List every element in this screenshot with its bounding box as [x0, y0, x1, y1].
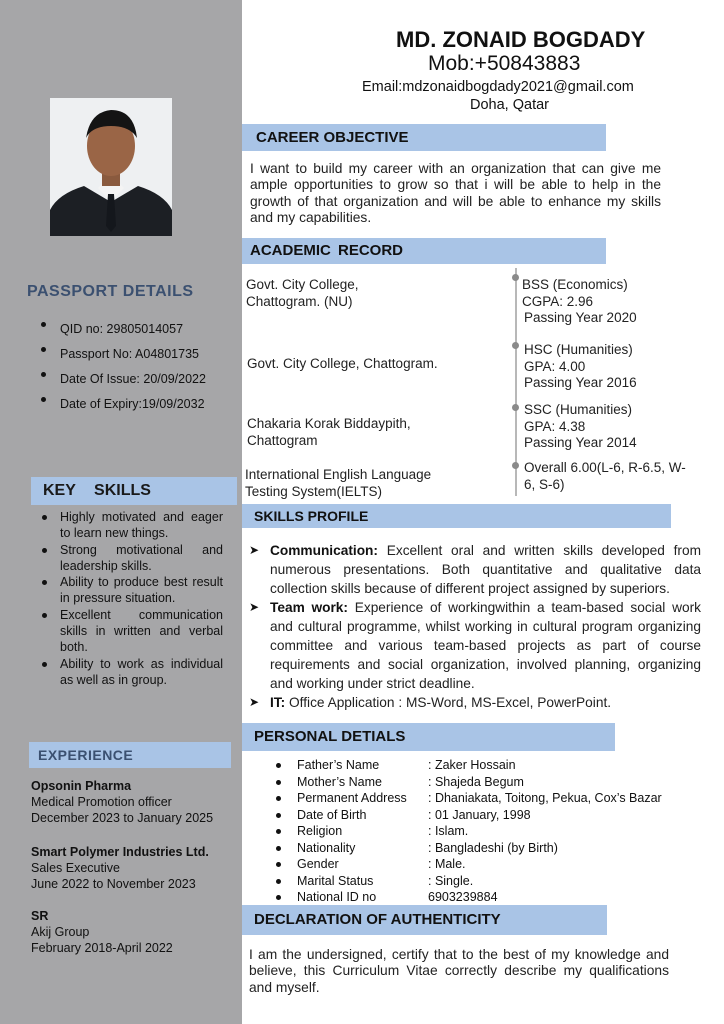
job-period: February 2018-April 2022 — [31, 941, 173, 955]
list-item: QID no: 29805014057 — [38, 317, 206, 342]
skill-text: Excellent oral and written skills developed from numerous presentations. Both quantitative and qualitative data collection skills because of different project assigned by superiors. — [270, 543, 701, 596]
detail-value: : Dhaniakata, Toitong, Pekua, Cox’s Bazar — [428, 791, 662, 805]
skill-label: IT: — [270, 695, 286, 710]
skills-profile-list — [249, 541, 701, 712]
institution-name: Govt. City College, Chattogram. — [247, 356, 438, 371]
list-item: Excellent communication skills in written and verbal both. — [34, 607, 223, 656]
company-name: Smart Polymer Industries Ltd. — [31, 845, 209, 859]
list-item: Date of Expiry:19/09/2032 — [38, 392, 206, 417]
key-skills-list — [34, 509, 223, 688]
detail-value: : Male. — [428, 857, 466, 871]
degree-gpa: GPA: 4.38 — [524, 418, 586, 434]
detail-key: Gender — [297, 857, 339, 871]
degree-info — [524, 460, 694, 493]
job-period: December 2023 to January 2025 — [31, 811, 214, 825]
degree-name: HSC (Humanities) — [524, 342, 633, 357]
personal-details-heading: PERSONAL DETIALS — [242, 723, 615, 751]
arrow-bullet-icon: ➤ — [249, 695, 260, 709]
institution-name: Govt. City College, Chattogram. (NU) — [246, 277, 359, 309]
timeline-dot — [512, 404, 519, 411]
detail-key: Permanent Address — [297, 791, 407, 805]
company-name: Opsonin Pharma — [31, 779, 132, 793]
candidate-name: MD. ZONAID BOGDADY — [396, 27, 646, 52]
degree-name: BSS (Economics) — [522, 277, 628, 292]
academic-record-heading: ACADEMIC RECORD — [242, 238, 606, 264]
list-item: Date Of Issue: 20/09/2022 — [38, 367, 206, 392]
location: Doha, Qatar — [470, 97, 549, 113]
career-objective-text: I want to build my career with an organization that can give me ample opportunities to grow so that i will be able to help in the growth of that organization and will be able to enhance my skills and my capabilities. — [250, 161, 661, 225]
detail-value: 6903239884 — [428, 890, 498, 904]
experience-item — [31, 844, 209, 892]
detail-value: : Single. — [428, 873, 474, 888]
declaration-heading: DECLARATION OF AUTHENTICITY — [242, 905, 607, 935]
detail-value: : 01 January, 1998 — [428, 807, 531, 822]
degree-year: Passing Year 2014 — [524, 435, 637, 450]
passport-heading: PASSPORT DETAILS — [27, 283, 194, 300]
key-skills-heading: KEY SKILLS — [31, 477, 237, 505]
list-item: Passport No: A04801735 — [38, 342, 206, 367]
experience-item — [31, 908, 173, 956]
list-item: Ability to produce best result in pressure situation. — [34, 574, 223, 607]
list-item: Strong motivational and leadership skills. — [34, 542, 223, 575]
timeline-dot — [512, 462, 519, 469]
degree-gpa: CGPA: 2.96 — [522, 293, 594, 309]
mobile-number: Mob:+50843883 — [428, 52, 581, 75]
declaration-text: I am the undersigned, certify that to the best of my knowledge and believe, this Curriculum Vitae correctly describe my qualifications and myself. — [249, 947, 669, 995]
degree-gpa: GPA: 4.00 — [524, 358, 586, 374]
job-role: Sales Executive — [31, 861, 120, 875]
skills-profile-heading: SKILLS PROFILE — [242, 504, 671, 528]
skill-label: Team work: — [270, 600, 348, 615]
timeline-dot — [512, 342, 519, 349]
passport-list — [38, 317, 206, 417]
email-address: Email:mdzonaidbogdady2021@gmail.com — [362, 79, 634, 95]
detail-value: : Shajeda Begum — [428, 774, 524, 789]
arrow-bullet-icon: ➤ — [249, 543, 260, 557]
list-item — [249, 541, 701, 598]
degree-year: Passing Year 2020 — [524, 310, 637, 325]
job-period: June 2022 to November 2023 — [31, 877, 196, 891]
timeline-dot — [512, 274, 519, 281]
institution-name: International English Language Testing System(IELTS) — [245, 467, 432, 499]
degree-name: SSC (Humanities) — [524, 402, 633, 417]
detail-value: : Bangladeshi (by Birth) — [428, 840, 558, 855]
degree-year: Passing Year 2016 — [524, 375, 637, 390]
job-role: Akij Group — [31, 925, 90, 939]
detail-value: : Zaker Hossain — [428, 758, 516, 772]
skill-label: Communication: — [270, 543, 378, 558]
detail-key: Nationality — [297, 840, 356, 855]
list-item: Ability to work as individual as well as in group. — [34, 656, 223, 689]
arrow-bullet-icon: ➤ — [249, 600, 260, 614]
profile-photo — [50, 98, 172, 236]
job-role: Medical Promotion officer — [31, 795, 172, 809]
detail-key: National ID no — [297, 890, 377, 904]
company-name: SR — [31, 909, 49, 923]
degree-name: Overall 6.00(L-6, R-6.5, W-6, S-6) — [524, 460, 686, 492]
detail-key: Mother’s Name — [297, 774, 382, 789]
career-objective-heading: CAREER OBJECTIVE — [242, 124, 606, 151]
institution-name: Chakaria Korak Biddaypith, Chattogram — [247, 416, 411, 448]
detail-key: Marital Status — [297, 873, 374, 888]
experience-heading: EXPERIENCE — [29, 742, 231, 768]
detail-key: Date of Birth — [297, 807, 367, 822]
degree-info — [524, 402, 637, 452]
degree-info — [522, 277, 637, 327]
skill-text: Experience of workingwithin a team-based social work and cultural programme, whilst working in cultural program organizing committee and various team-based projects as part of course requirements and social organization, involved planning, organizing and working under strict deadline. — [270, 600, 701, 691]
degree-info — [524, 342, 637, 392]
experience-item — [31, 778, 213, 826]
list-item — [249, 693, 701, 712]
detail-key: Father’s Name — [297, 758, 380, 772]
skill-text: Office Application : MS-Word, MS-Excel, PowerPoint. — [285, 695, 612, 710]
list-item — [249, 598, 701, 693]
detail-key: Religion — [297, 824, 343, 838]
list-item: Highly motivated and eager to learn new things. — [34, 509, 223, 542]
detail-value: : Islam. — [428, 824, 469, 838]
